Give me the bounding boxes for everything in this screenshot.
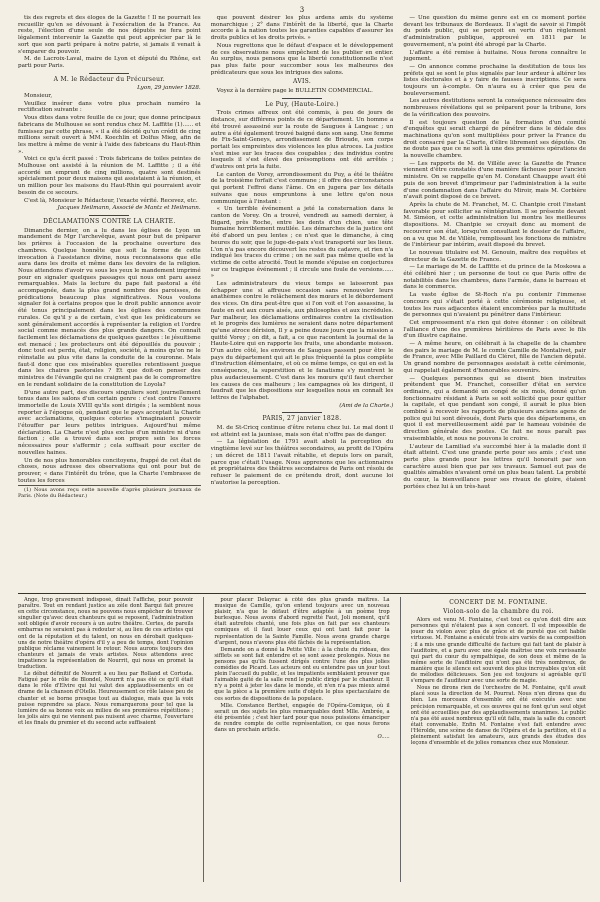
paragraph: Nous regrettons que le défaut d'espace et le développement de ces observations nous empêchent de les publier en entier. Au surplus, nous pensons que la liberté constitutionnelle n'est pas plus faite pour succomber sous les malheures des prédicateurs que sous les intrigues des salons. (210, 42, 394, 76)
section-heading: Violon-solo de la chambre du roi. (443, 608, 554, 616)
feuilleton-divider (203, 597, 204, 882)
paragraph: Demande on a donné la Petite Ville : à la chute du rideau, des sifflets se sont fait entendre et se sont assez prolongés. Nous ne pensons pas qu'ils fussent dirigés contre l'une des plus jolies comédies de Picard. Les acteurs ont eu entendre pas un jour tout plein l'accueil du public, et les impatients semblaient prouver que l'aimable gaité de la salle rend le public dirigé par le chanteur. Il n'y a point à jeter les dans le monde, et n'en n'a pas mieux aimé que la pièce a la première suite d'objets le plus spectaculaire de ces sortes de dispositions de la populace. (214, 646, 390, 702)
paragraph: Monsieur, (24, 93, 53, 100)
paragraph: — Une question du même genre est en ce moment portée devant les tribunaux de Bordeaux. Il s'agit de savoir si l'impôt du poids public, qui se perçoit en vertu d'un règlement d'administration publique, approuvé en 1811 par le gouvernement, n'a point été abrogé par la Charte. (403, 15, 586, 48)
section-heading: PARIS, 27 janvier 1828. (262, 415, 342, 423)
feuilleton-column-2 (214, 597, 389, 882)
paragraph: Nous ne dirons rien de l'orchestre de M. Fontaine, qu'il avait placé sous la direction de M. Pourrat. Nous n'en dirons que du bien. Les morceaux d'ensemble ont été exécutés avec une précision remarquable, et ces œuvres qui ne font qu'un seul objet ont été accueillies par des applaudissements unanimes. Le public n'a pas été aussi nombreux qu'il eût fallu, mais la salle du concert était convenable. Enfin M. Fontaine s'est fait entendre avec l'Hérolde, une scène de danse de l'Opéra et de la partition, et il a pleinement satisfait les amateurs, aux grands des études des leçons d'ensemble et de jolies romances chez eux Monsieur. (410, 685, 586, 747)
paragraph: L'affaire a été remise à huitaine. Nous ferons connaître le jugement. (403, 49, 586, 63)
paragraph: Trois crimes affreux ont été commis, à peu de jours de distance, sur différens points de ce département. Un homme a été trouvé assassiné sur la route de Saugues à Langeac ; un autre a été également trouvé baigné dans son sang. Une femme de Fix-Saint-Geneys, arrondissement de Brioude, son corps portait les empreintes des violences les plus atroces. La justice s'est mise sur les traces des coupables ; des individus contre lesquels il s'est élevé des présomptions ont été arrêtés ; d'autres ont pris la fuite. (210, 110, 394, 171)
feuilleton-separator (18, 593, 586, 594)
section-rule (282, 98, 322, 99)
paragraph: D'une autre part, des discours singuliers sont journellement tenus dans les salons d'un certain genre : c'est contre l'œuvre immortelle de Louis XVIII qu'ils sont dirigés ; la semblent nous reporter à l'époque où, pendant que le pays acceptait la Charte avec acclamations, quelques coteries s'imaginaient pouvoir l'étouffer par leurs petites intrigues. Aujourd'hui même déclaration. La Charte n'est plus exclue d'un ministre ni d'une faction ; elle a trouvé dans son propre sein les forces nécessaires pour s'affermir ; cela suffisait pour exciter de nouvelles haines. (18, 389, 201, 456)
section-heading: A M. le Rédacteur du Précurseur. (53, 75, 166, 83)
column-2 (211, 15, 394, 589)
section-rule (282, 412, 322, 413)
paragraph: Le nouveau titulaire est M. Genouin, maître des requêtes et directeur de la Gazette de France. (403, 249, 586, 263)
column-3 (403, 15, 586, 589)
paragraph: tis des regrets et des éloges de la Gazette ! Il ne pourrait les recueillir qu'en se dévouant à l'exécration de la France. Au reste, l'élection d'une seule de nos députés ne fera point légalement intervenir la Gazette qui peut apprécier par là le sort que son parti prépare à notre patrie, si jamais il venait à s'emparer du pouvoir. (18, 15, 201, 55)
paragraph: M. de St-Cricq continue d'être retenu chez lui. Le mal dont il est atteint est la jaunisse, mais son état n'offre pas de danger. (210, 425, 394, 438)
paragraph: — Quelques personnes qui se disent bien instruites prétendent que M. Franchet, conseiller d'état en service ordinaire, qui a demandé un congé de six mois, donné qu'un fonctionnaire résidant à Paris se soit sollicité que pour quitter la capitale, et que pendant son congé, il aurait le plus bien combiné à recevoir les rapports de plusieurs anciens agens de police qui lui sont dévoués, dont Paris que des départemens, en quoi il est merveilleusement aidé par le hameau voisinée de direction générale des postes. Ce fait ne nous paraît pas vraisemblable, et nous ne pouvons le croire. (403, 375, 586, 442)
paragraph: Ange, trop gravement indisposé, dinait l'affiche, pour pouvoir paraître. Tout en rendant justice au zèle dont Barqui fait preuve en cette circonstance, nous ne pouvons nous empêcher de trouver singulier qu'avec deux chanteurs qui se reposent, l'administration soit obligée d'avoir recours à un autre théâtre. Certes, de pareils embarras ne seraient pas à redouter si, au lieu de ces artistes qui ont de la réputation et du talent, on nous en dérobait quelques-uns de notre théâtre d'opéra d'il y a peu de temps, dont l'opinion publique réclame vainement le retour. Nous aurons toujours des chanteurs et jamais de vrais artistes. Nous attendons avec impatience la représentation de Nourrit, qui nous en promet la traduction. (18, 597, 194, 671)
paragraph: — A même heure, on célébrait à la chapelle de la chambre des pairs le mariage de M. le comte Camille de Montalivet, pair de France, avec Mlle Paillard du Cléret, fille de l'ancien député. Un grand nombre de personnages assistait à cette cérémonie, qui rappelait également d'honorables souvenirs. (403, 341, 586, 374)
paragraph: Voici ce qu'a écrit passé : Trois fabricans de toiles peintes de Mulhouse ont assisté à la réunion de M. Laffitte ; il a été accordé un emprunt de cinq millions, quatre sont destinés spécialement pour deux maisons qui assistaient à la réunion, et un million pour les maisons du Haut-Rhin qui pourraient avoir besoin de ce secours. (18, 156, 201, 196)
paragraph: Voyez à la dernière page le BULLETIN COMMERCIAL. (216, 88, 373, 95)
signature-line: (Ami de la Charte.) (339, 402, 394, 409)
footnote: (1) Nous avons reçu cette nouvelle d'après plusieurs journaux de Paris. (Note du Rédacteur.) (18, 487, 201, 500)
section-rule (89, 215, 129, 216)
paragraph: Alors est venu M. Fontaine, c'est tout ce qu'on doit dire aux personnes qui n'étaient pas à son concert. Il est impossible de jouer du violon avec plus de grâce et de pureté que cet habile virtuose. M. Fontaine a exécuté trois airs variés de sa composition ; il a mis une grande difficulté de facture qui fait tant de plaisir à l'auditoire, et a paru avec une égale maîtrise une voix ravissante qui part du cœur du sympathique, de son doux et même de la même sorte de l'auditoire qui n'ont pas été très nombreux, de manière que le silence est souvent des plus incroyables qu'on eût de mélodies délicieuses. Son jeu est toujours si agréable qu'il s'empare de l'auditeur avec une sorte de magie. (410, 617, 586, 685)
paragraph: Les administrateurs du vieux temps se laisseront pas échapper une si affreuse occasion sans renouveler leurs anathèmes contre le relâchement des mœurs et le débordement des vices. On dira peut-être que si l'on voit et l'on assassine, la faute en est aux cours aisés, aux philosophes et aux incrédules. Par malheur, les déclamations ordinaires contre la civilisation et le progrès des lumières ne seraient dans notre département qu'une atroce dérision, Il y a peine douze jours que la mission a quitté Vorey ; on dit, a fait, a ce que racontent la journal de la Haute-Loire qui en rapporte les fruits, une abondante moisson. D'un autre côté, les environs de Saugues passent pour être le pays du département qui ait le plus fréquenté la plus complète d'instruction élémentaire, et où ce même temps, ce qui en est la conséquence, la superstition et le fanatisme s'y montrent le plus audacieusement. C'est dans les mœurs qu'il faut chercher les causes de ces malheurs ; les campagnes où les dirigent, il faudrait que les dispositions sur lesquelles nous en connaît les lettres de l'alphabet. (210, 281, 394, 401)
section-heading: DÉCLAMATIONS CONTRE LA CHARTE. (43, 217, 176, 225)
page-number: 3 (299, 6, 305, 14)
section-heading: Le Puy, (Haute-Loire.) (265, 100, 339, 108)
paragraph: Un de nos plus honorables concitoyens, frappé de cet état de choses, nous adresse des observations qui ont pour but de prouver, « dans l'intérêt du trône, que la Charte l'embrasse de toutes les forces (18, 457, 201, 484)
paragraph: Cet empressement n'a rien qui doive étonner : on célébrait l'alliance d'une des premières héritières de Paris avec le fils d'un illustre capitaine. (403, 319, 586, 340)
paragraph: que pouvent désirer les plus ardens amis du système monarchique ; 2° dans l'intérêt de la liberté, que la Charte accorde à la nation toutes les garanties capables d'assurer les droits publics et les droits privés. » (210, 15, 394, 42)
paragraph: « Un terrible événement a jeté la consternation dans le canton de Vorey. On a trouvé, vendredi au samedi dernier, à Bigard, près Roche, entre les dents d'un chien, une tête humaine horriblement mutilée. Les démarches de la justice ont été d'abord un peu lentes ; ce n'est que le dimanche, à cinq heures du soir, que le juge-de-paix s'est transporté sur les lieux. L'on n'a pas encore découvert les restes du cadavre, et rien n'a indiqué les traces du crime ; on ne sait pas même quelle est la victime de cette atrocité. Tout le monde s'épuise en conjectures sur ce tragique événement ; il circule une foule de versions...... » (210, 206, 394, 280)
paragraph: La vaste église de St-Roch n'a pu contenir l'immense concours qui s'était porté à cette cérémonie religieuse, et toutes les rues adjacentes étaient encombrées par la multitude de personnes qui n'avaient pu pénétrer dans l'intérieur. (403, 292, 586, 319)
paragraph: — On annonce comme prochaine la destitution de tous les préfets qui se sont le plus signalés par leur ardeur à altérer les listes électorales et à y faire de fausses inscriptions. Ce sera toujours un à-compte. On n'aura eu à créer que peu de bouleversement. (403, 63, 586, 97)
paragraph: Le canton de Vorey, arrondissement du Puy, a été le théâtre de la troisième forfait c'est commune ; il offre des circonstances qui portent l'effroi dans l'âme. On en jugera par les détails suivans que nous empruntons à une lettre qu'on nous communique à l'instant : (210, 171, 394, 205)
column-1 (18, 15, 201, 589)
paragraph: — Le mariage de M. de Laffitte et du prince de la Moskowa a été célébré hier ; un personne de tout ce que Paris offre de notabilités dans les chambres, dans l'armée, dans le barreau et dans le commerce. (403, 264, 586, 291)
paragraph: Le début définitif de Nourrit a eu lieu par Rolland et Cortuda. Fatigué par le rôle de Blondel, Nourrit n'a pas été ce qu'il était dans le rôle d'Elvire qui lui valut des applaudissements en ce drame de la chanson d'Otello. Heureusement ce rôle laisse peu de chanter et se borne presque tout au dialogue, mais que la voix puisse reprendre sa place. Nous remarquerons pour tel que la lumière de sa bonne voix au milieu de ses premières répétitions ; les jolis airs qui ne viennent pas nuisent avec charme, l'ouverture et les finals du premier et du second acte suffisaient (18, 671, 194, 726)
paragraph: Dimanche dernier, on a lu dans les églises de Lyon un mandement de Mgr l'archevêque, avant pour but de préparer les prières à l'occasion de la prochaine ouverture des chambres. Quelque honnête que soit la forme de cette invocation à l'assistance divine, nous reconnaissons que elle aura dans les droits et même dans les devoirs de la religion. Nous attendons d'avoir vu sous les yeux le mandement imprimé pour en signaler quelques passages qui nous ont paru assez remarquables. Mais la lecture du pape fait pastoral a été accompagnée, dans la plus grand nombre des paroisses, de prédications beaucoup plus significatives. Nous voulons signaler foi à certains propos que le droit public annonce avoir été tenus principalement dans les églises des communes rurales. Ce qu'il y a de certain, c'est que les prédicateurs se sont généralement accordés à représenter la religion et l'ordre social comme menacés des plus grands dangers. On connaît facilement les déclamations de quelques gazettes : le jésuitisme est menacé ; les protecteurs ont été dépouillés du pouvoir ; donc tout est perdu, état, religion, société, à moins qu'on ne le réinstalle au plus vite dans la conduite de la couronne. Mais faut-il donc que ces misérables querelles retentissent jusque dans les chaires pastorales ? Et que doit-on penser des ministres de l'évangile qui ne craignent pas de le compromettre en le rendant solidaire de la constitution de Loyola? (18, 227, 201, 388)
paragraph: Vous dites dans votre feuille de ce jour, que donne principaux fabricans de Mulhouse se sont rendus chez M. Laffitte (1)...... et fumissez par cette phrase, « il a été décidé qu'un crédit de cinq millions serait ouvert à MM. Koechlin et Dolfus Mieg, afin de les mettre à même de venir à l'aide des fabricans du Haut-Rhin ». (18, 115, 201, 155)
paragraph: — La législation de 1791 avait aboli la perception du vingtième levé sur les théâtres secondaires, au profit de l'Opéra ; un décret de 1811 l'avait rétablie, et depuis lors on paraît, parce que c'était l'usage. Nous apprenons que les actionnaires et propriétaires des théâtres secondaires de Paris ont résolu de refuser le paiement de ce prétendu droit, dont aucune loi n'autorise la perception. (210, 439, 394, 486)
feuilleton-section (18, 597, 586, 882)
feuilleton-column-1 (18, 597, 193, 882)
main-columns (18, 15, 586, 589)
signature-line: O..... (377, 734, 390, 741)
paragraph: pour placer Delayrac à côté des plus grands maîtres. La musique de Camille, qu'on entend toujours avec un nouveau plaisir, n'a que le défaut d'être adaptée à un poème trop burlesque. Nous avons d'abord regretté Faut, Joli moment, qu'il était autrefois chanté, une fois plus on fait par ses chanteurs comiques et il faut louer ceux qui ont tant fait pour la représentation de la Sainte Famille. Nous avons grande charge d'argent, nous n'avons plus été fâchés de la représentation. (214, 597, 390, 646)
paragraph: Veuillez insérer dans votre plus prochain numéro la rectification suivante : (18, 100, 201, 114)
feuilleton-divider (400, 597, 401, 882)
section-rule (89, 73, 129, 74)
paragraph: Les autres destitutions seront la conséquence nécessaire des nombreuses révélations qui se préparent pour la tribune, lors de la vérification des pouvoirs. (403, 98, 586, 118)
signature-line: Jacques Heilmann, Associé de Mantz et Heilmann. (57, 205, 201, 212)
section-heading: CONCERT DE M. FONTAINE. (449, 599, 548, 606)
paragraph: — Les rapports de M. de Villèle avec la Gazette de France viennent d'être constatés d'une manière fâcheuse pour l'ancien ministre. On se rappelle qu'en M. Constant Chauppe avait été puis de son brevet d'imprimeur par l'administration à la suite d'une condamnation dans l'affaire du Miroir, mais M. Corbière n'avait point disposé de ce brevet. (403, 160, 586, 201)
feuilleton-column-3 (411, 597, 586, 882)
paragraph: M. de Lacroix-Laval, maire de Lyon et député du Rhône, est parti pour Paris. (18, 56, 201, 69)
paragraph: L'auteur de Lamiliad s'a succombé hier à la maladie dont il était atteint. C'est une grande perte pour ses amis ; c'est une perte plus grande pour les lettres qu'il honorait par son caractère aussi bien que par ses travaux. Samuel eut pas de qualités aimables n'avaient orné un plus beau talent. La probité du cœur, la bienveillance pour ses rivaux de gloire, étaient portées chez lui à un très-haut (403, 443, 586, 490)
signature-line: Lyon, 29 janvier 1828. (137, 85, 201, 92)
paragraph: Mlle. Constance Berthet, engagée de l'Opéra-Comique, où il serait un des sujets les plus remarquables dont Mlle. Ambrée, a été présentée ; c'est hier tard pour que nous puissions émanciper de rendre compte de cette représentation, ce que nous ferons dans un prochain article. (214, 702, 390, 733)
paragraph: Il est toujours question de la formation d'un comité d'enquêtes qui serait chargé de pénétrer dans le dédale des machinations qu'on sont multipliées pour priver la France du droit consacré par la Charte, d'élire librement ses députés. On ne doute pas que ce ne soit là une des premières opérations de la nouvelle chambre. (403, 119, 586, 160)
paragraph: Après la chute de M. Franchet, M. C. Chantpie croit l'instant favorable pour solliciter sa réintégration. Il se présente devant M. Siméon, et cette administration lui montra les meilleures dispositions. M. Chantpie se croyait donc au moment de recouvrer son état, lorsqu'on consultant le dossier de l'affaire, on a vu que M. de Villèle, remplissant les fonctions de ministre de l'intérieur par intérim, avait disposé du brevet. (403, 201, 586, 249)
section-heading: AVIS. (292, 78, 312, 86)
paragraph: C'est là, Monsieur le Rédacteur, l'exacte vérité. Recevez, etc. (24, 197, 198, 204)
